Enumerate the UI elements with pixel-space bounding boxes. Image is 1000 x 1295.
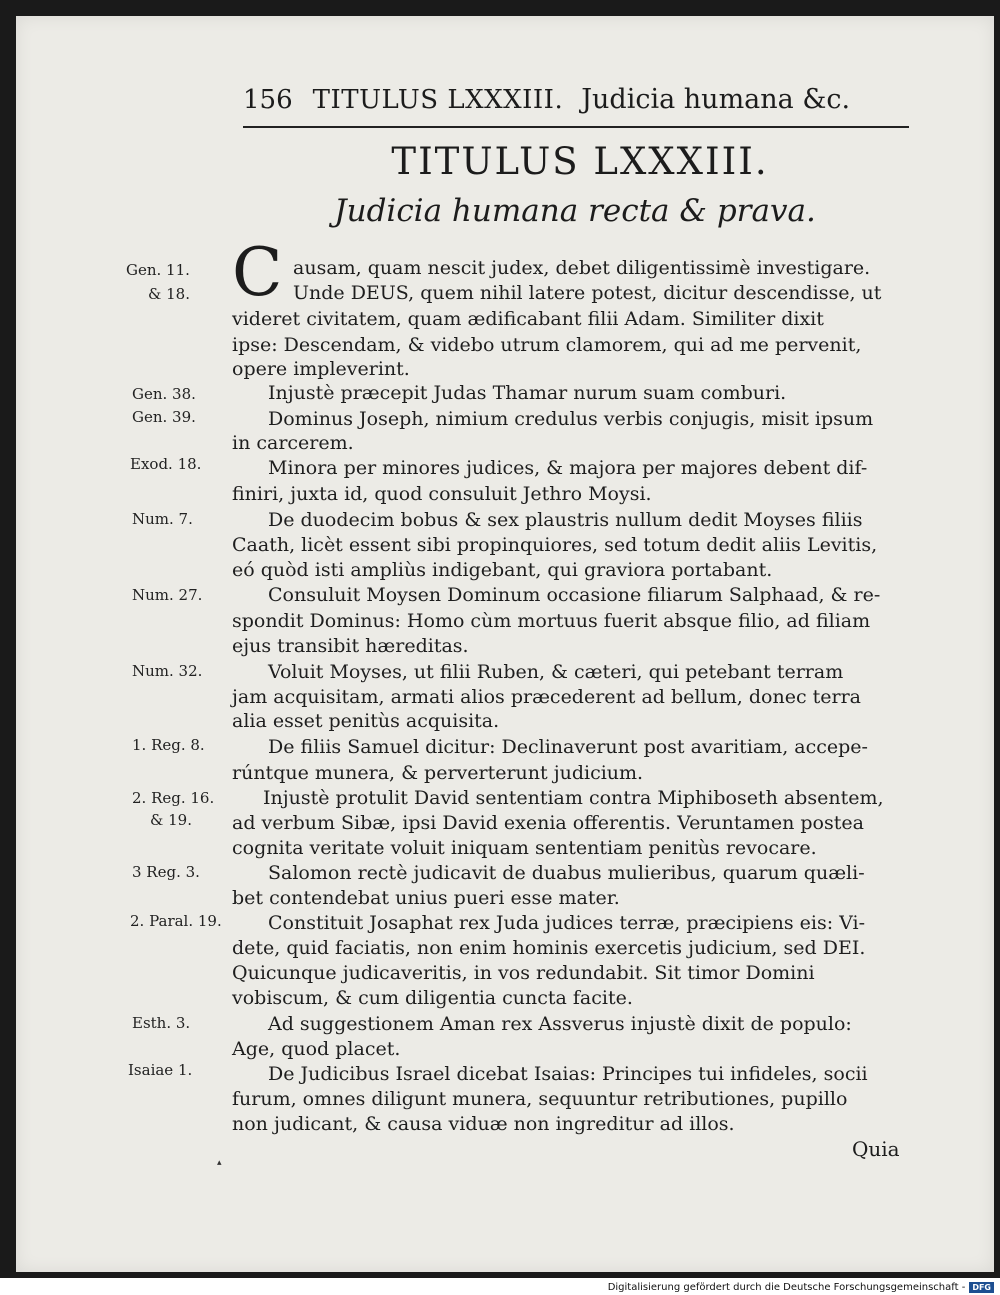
chapter-title: TITULUS LXXXIII. (391, 140, 769, 183)
running-head-title: TITULUS LXXXIII. (312, 85, 564, 115)
footer-credit (608, 1281, 994, 1293)
text-line: Constituit Josaphat rex Juda judices terræ, præcipiens eis: Vi- (268, 912, 866, 934)
text-line: vobiscum, & cum diligentia cuncta facite. (232, 987, 633, 1009)
margin-note: & 19. (150, 811, 192, 829)
text-line: jam acquisitam, armati alios præcederent ad bellum, donec terra (232, 686, 862, 708)
text-line: ejus transibit hæreditas. (232, 635, 469, 657)
margin-note: & 18. (148, 285, 190, 303)
text-line: Salomon rectè judicavit de duabus mulieribus, quarum quæli- (268, 862, 865, 884)
text-line: finiri, juxta id, quod consuluit Jethro Moysi. (232, 483, 652, 505)
text-line: non judicant, & causa viduæ non ingreditur ad illos. (232, 1113, 735, 1135)
text-line: Injustè protulit David sententiam contra Miphiboseth absentem, (263, 787, 884, 809)
text-line: ipse: Descendam, & videbo utrum clamorem, qui ad me pervenit, (232, 334, 862, 356)
text-line: rúntque munera, & perverterunt judicium. (232, 762, 644, 784)
text-line: eó quòd isti ampliùs indigebant, qui graviora portabant. (232, 559, 773, 581)
margin-note: Num. 7. (132, 510, 193, 528)
margin-note: 2. Paral. 19. (130, 912, 222, 930)
margin-note: Gen. 38. (132, 385, 196, 403)
running-head (243, 84, 908, 124)
drop-cap: C (232, 234, 283, 311)
text-line: De filiis Samuel dicitur: Declinaverunt post avaritiam, accepe- (268, 736, 868, 758)
margin-note: Gen. 39. (132, 408, 196, 426)
text-line: cognita veritate voluit iniquam sententiam penitùs revocare. (232, 837, 817, 859)
text-line: Dominus Joseph, nimium credulus verbis conjugis, misit ipsum (268, 408, 874, 430)
text-line: ad verbum Sibæ, ipsi David exenia offerentis. Veruntamen postea (232, 812, 864, 834)
text-line: Injustè præcepit Judas Thamar nurum suam comburi. (268, 382, 787, 404)
margin-note: 2. Reg. 16. (132, 789, 215, 807)
text-line: opere impleverint. (232, 358, 410, 380)
text-line: alia esset penitùs acquisita. (232, 710, 500, 732)
chapter-subtitle: Judicia humana recta & prava. (334, 193, 816, 229)
text-line: Age, quod placet. (232, 1038, 401, 1060)
header-rule (243, 126, 909, 128)
text-line: De Judicibus Israel dicebat Isaias: Principes tui infideles, socii (268, 1063, 868, 1085)
text-line: Unde DEUS, quem nihil latere potest, dicitur descendisse, ut (293, 282, 882, 304)
text-line: spondit Dominus: Homo cùm mortuus fuerit absque filio, ad filiam (232, 610, 871, 632)
text-line: Ad suggestionem Aman rex Assverus injustè dixit de populo: (268, 1013, 852, 1035)
text-line: ausam, quam nescit judex, debet diligentissimè investigare. (293, 257, 871, 279)
dfg-logo: DFG (969, 1282, 994, 1293)
text-line: Caath, licèt essent sibi propinquiores, sed totum dedit aliis Levitis, (232, 534, 878, 556)
running-head-subtitle: Judicia humana &c. (581, 84, 851, 115)
margin-note: Exod. 18. (130, 455, 202, 473)
ink-speck: ▴ (217, 1158, 222, 1168)
text-line: furum, omnes diligunt munera, sequuntur retributiones, pupillo (232, 1088, 848, 1110)
text-line: Quicunque judicaveritis, in vos redundabit. Sit timor Domini (232, 962, 815, 984)
margin-note: Isaiae 1. (128, 1061, 193, 1079)
margin-note: Esth. 3. (132, 1014, 191, 1032)
text-line: Minora per minores judices, & majora per majores debent dif- (268, 457, 868, 479)
text-line: dete, quid faciatis, non enim hominis exercetis judicium, sed DEI. (232, 937, 866, 959)
text-line: De duodecim bobus & sex plaustris nullum dedit Moyses filiis (268, 509, 863, 531)
margin-note: Gen. 11. (126, 261, 190, 279)
page-number: 156 (243, 85, 293, 115)
catchword: Quia (852, 1137, 900, 1161)
margin-note: 3 Reg. 3. (132, 863, 200, 881)
text-line: bet contendebat unius pueri esse mater. (232, 887, 620, 909)
margin-note: Num. 27. (132, 586, 203, 604)
margin-note: Num. 32. (132, 662, 203, 680)
text-line: Consuluit Moysen Dominum occasione filiarum Salphaad, & re- (268, 584, 881, 606)
text-line: in carcerem. (232, 432, 354, 454)
footer-text: Digitalisierung gefördert durch die Deutsche Forschungsgemeinschaft - (607, 1281, 966, 1293)
text-line: Voluit Moyses, ut filii Ruben, & cæteri, qui petebant terram (268, 661, 844, 683)
text-line: videret civitatem, quam ædificabant filii Adam. Similiter dixit (232, 308, 824, 330)
margin-note: 1. Reg. 8. (132, 736, 205, 754)
